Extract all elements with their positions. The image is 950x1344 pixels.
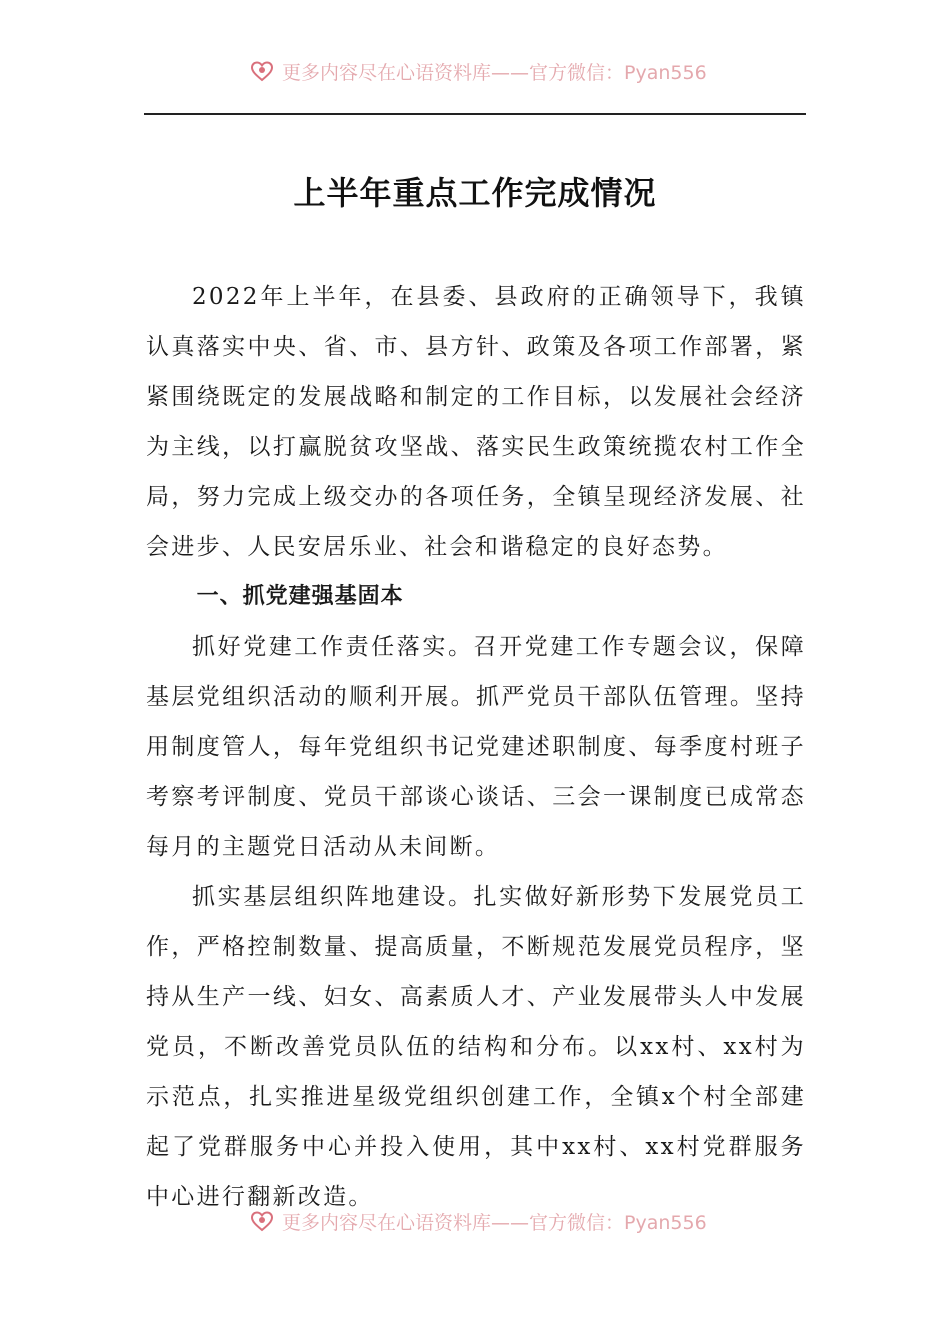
heart-logo-icon	[250, 1209, 274, 1233]
body-paragraph: 抓好党建工作责任落实。召开党建工作专题会议，保障基层党组织活动的顺利开展。抓严党员干部队伍管理。坚持用制度管人，每年党组织书记党建述职制度、每季度村班子考察考评制度、党员干部谈心谈话、三会一课制度已成常态每月的主题党日活动从未间断。	[146, 634, 806, 860]
document-body	[146, 272, 806, 1222]
watermark-text: 更多内容尽在心语资料库——官方微信：Pyan556	[282, 61, 707, 84]
document-title: 上半年重点工作完成情况	[293, 174, 657, 212]
footer-watermark	[250, 1206, 707, 1236]
section-heading: 一、抓党建强基固本	[196, 584, 404, 609]
header-rule	[144, 113, 806, 115]
heart-logo-icon	[250, 59, 274, 83]
header-watermark	[250, 56, 707, 86]
intro-paragraph: 2022年上半年，在县委、县政府的正确领导下，我镇认真落实中央、省、市、县方针、政策及各项工作部署，紧紧围绕既定的发展战略和制定的工作目标，以发展社会经济为主线，以打赢脱贫攻坚战、落实民生政策统揽农村工作全局，努力完成上级交办的各项任务，全镇呈现经济发展、社会进步、人民安居乐业、社会和谐稳定的良好态势。	[146, 284, 806, 560]
watermark-text: 更多内容尽在心语资料库——官方微信：Pyan556	[282, 1211, 707, 1234]
body-paragraph: 抓实基层组织阵地建设。扎实做好新形势下发展党员工作，严格控制数量、提高质量，不断规范发展党员程序，坚持从生产一线、妇女、高素质人才、产业发展带头人中发展党员，不断改善党员队伍的结构和分布。以xx村、xx村为示范点，扎实推进星级党组织创建工作，全镇x个村全部建起了党群服务中心并投入使用，其中xx村、xx村党群服务中心进行翻新改造。	[146, 884, 806, 1210]
